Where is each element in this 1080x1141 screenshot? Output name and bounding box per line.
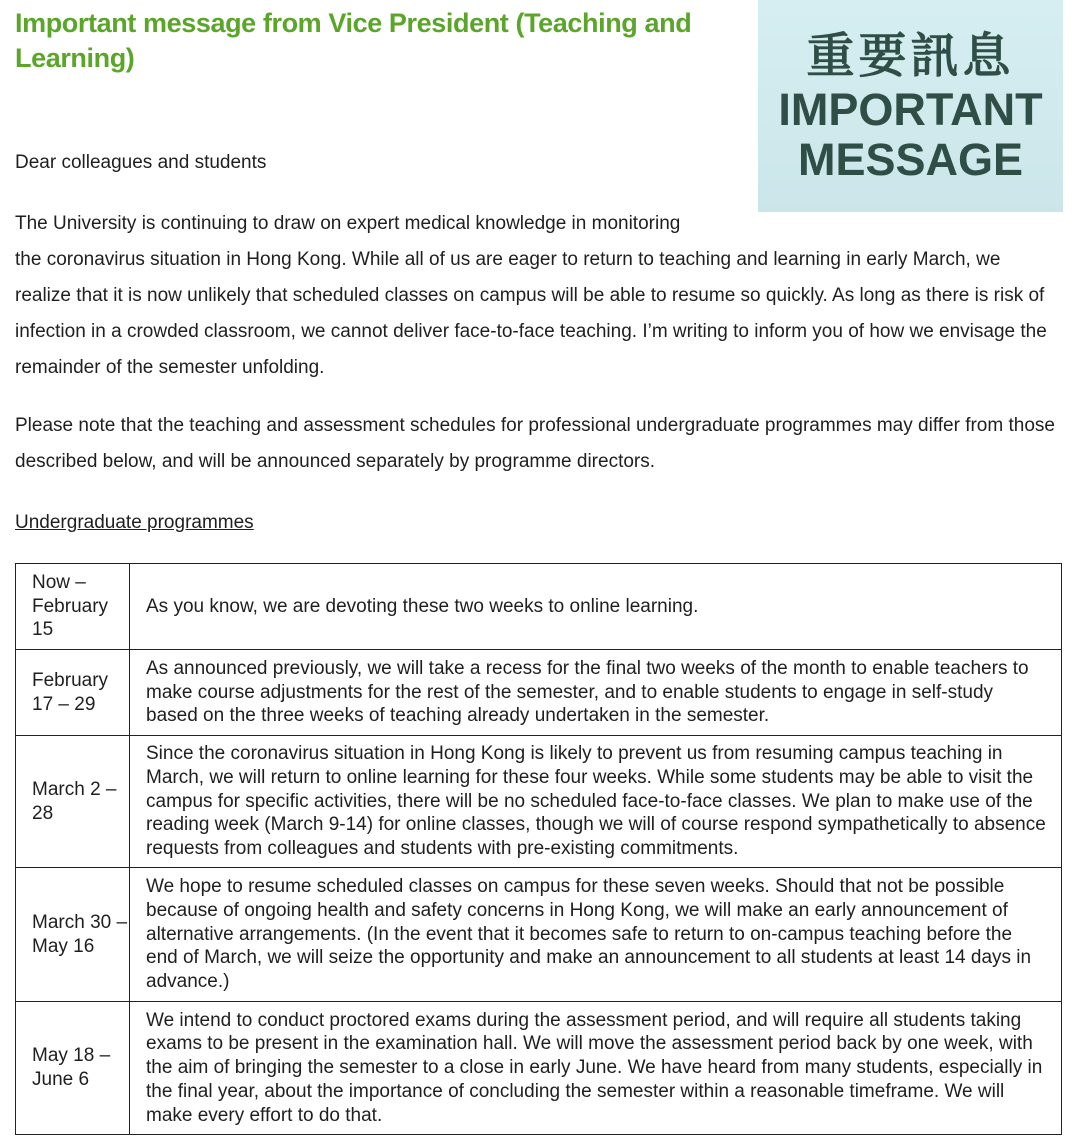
intro-paragraph-rest: the coronavirus situation in Hong Kong. While all of us are eager to return to teaching and learning in early March, we realize that it is now unlikely that scheduled classes on campus will be able to resume so quickly. As long as there is risk of infection in a crowded classroom, we cannot deliver face-to-face teaching. I’m writing to inform you of how we envisage the remainder of the semester unfolding. [15, 249, 1047, 378]
important-message-banner [758, 0, 1063, 212]
schedule-description: We intend to conduct proctored exams during the assessment period, and will require all students taking exams to be present in the examination hall. We will move the assessment period back by one week, with the aim of bringing the semester to a close in early June. We have heard from many students, especially in the final year, about the importance of concluding the semester within a reasonable timeframe. We will make every effort to do that. [130, 1002, 1062, 1135]
schedule-description: Since the coronavirus situation in Hong Kong is likely to prevent us from resuming campus teaching in March, we will return to online learning for these four weeks. While some students may be able to visit the campus for specific activities, there will be no scheduled face-to-face classes. We plan to make use of the reading week (March 9-14) for online classes, though we will of course respond sympathetically to absence requests from colleagues and students with pre-existing commitments. [130, 736, 1062, 868]
section-heading: Undergraduate programmes [15, 512, 254, 533]
schedule-date: March 30 – May 16 [16, 868, 130, 1002]
banner-line-1: IMPORTANT [778, 84, 1043, 135]
schedule-date: May 18 – June 6 [16, 1002, 130, 1135]
schedule-date: Now – February 15 [16, 564, 130, 650]
banner-chinese-text: 重要訊息 [806, 28, 1015, 84]
table-row [16, 564, 1062, 650]
greeting: Dear colleagues and students [15, 152, 267, 173]
page-title: Important message from Vice President (Teaching and Learning) [15, 8, 692, 73]
table-row [16, 868, 1062, 1002]
intro-paragraph [15, 206, 1060, 386]
schedule-table [15, 563, 1062, 1135]
table-row [16, 650, 1062, 736]
schedule-description: We hope to resume scheduled classes on campus for these seven weeks. Should that not be possible because of ongoing health and safety concerns in Hong Kong, we will make an early announcement of alternative arrangements. (In the event that it becomes safe to return to on-campus teaching before the end of March, we will seize the opportunity and make an announcement to all students at least 14 days in advance.) [130, 868, 1062, 1002]
banner-line-2: MESSAGE [797, 134, 1024, 185]
intro-paragraph-line-1: The University is continuing to draw on expert medical knowledge in monitoring [15, 213, 681, 234]
schedule-description: As announced previously, we will take a recess for the final two weeks of the month to enable teachers to make course adjustments for the rest of the semester, and to enable students to engage in self-study based on the three weeks of teaching already undertaken in the semester. [130, 650, 1062, 736]
note-paragraph: Please note that the teaching and assessment schedules for professional undergraduate programmes may differ from those described below, and will be announced separately by programme directors. [15, 415, 1055, 472]
table-row [16, 1002, 1062, 1135]
schedule-date: February 17 – 29 [16, 650, 130, 736]
schedule-description: As you know, we are devoting these two weeks to online learning. [130, 564, 1062, 650]
table-row [16, 736, 1062, 868]
schedule-date: March 2 – 28 [16, 736, 130, 868]
